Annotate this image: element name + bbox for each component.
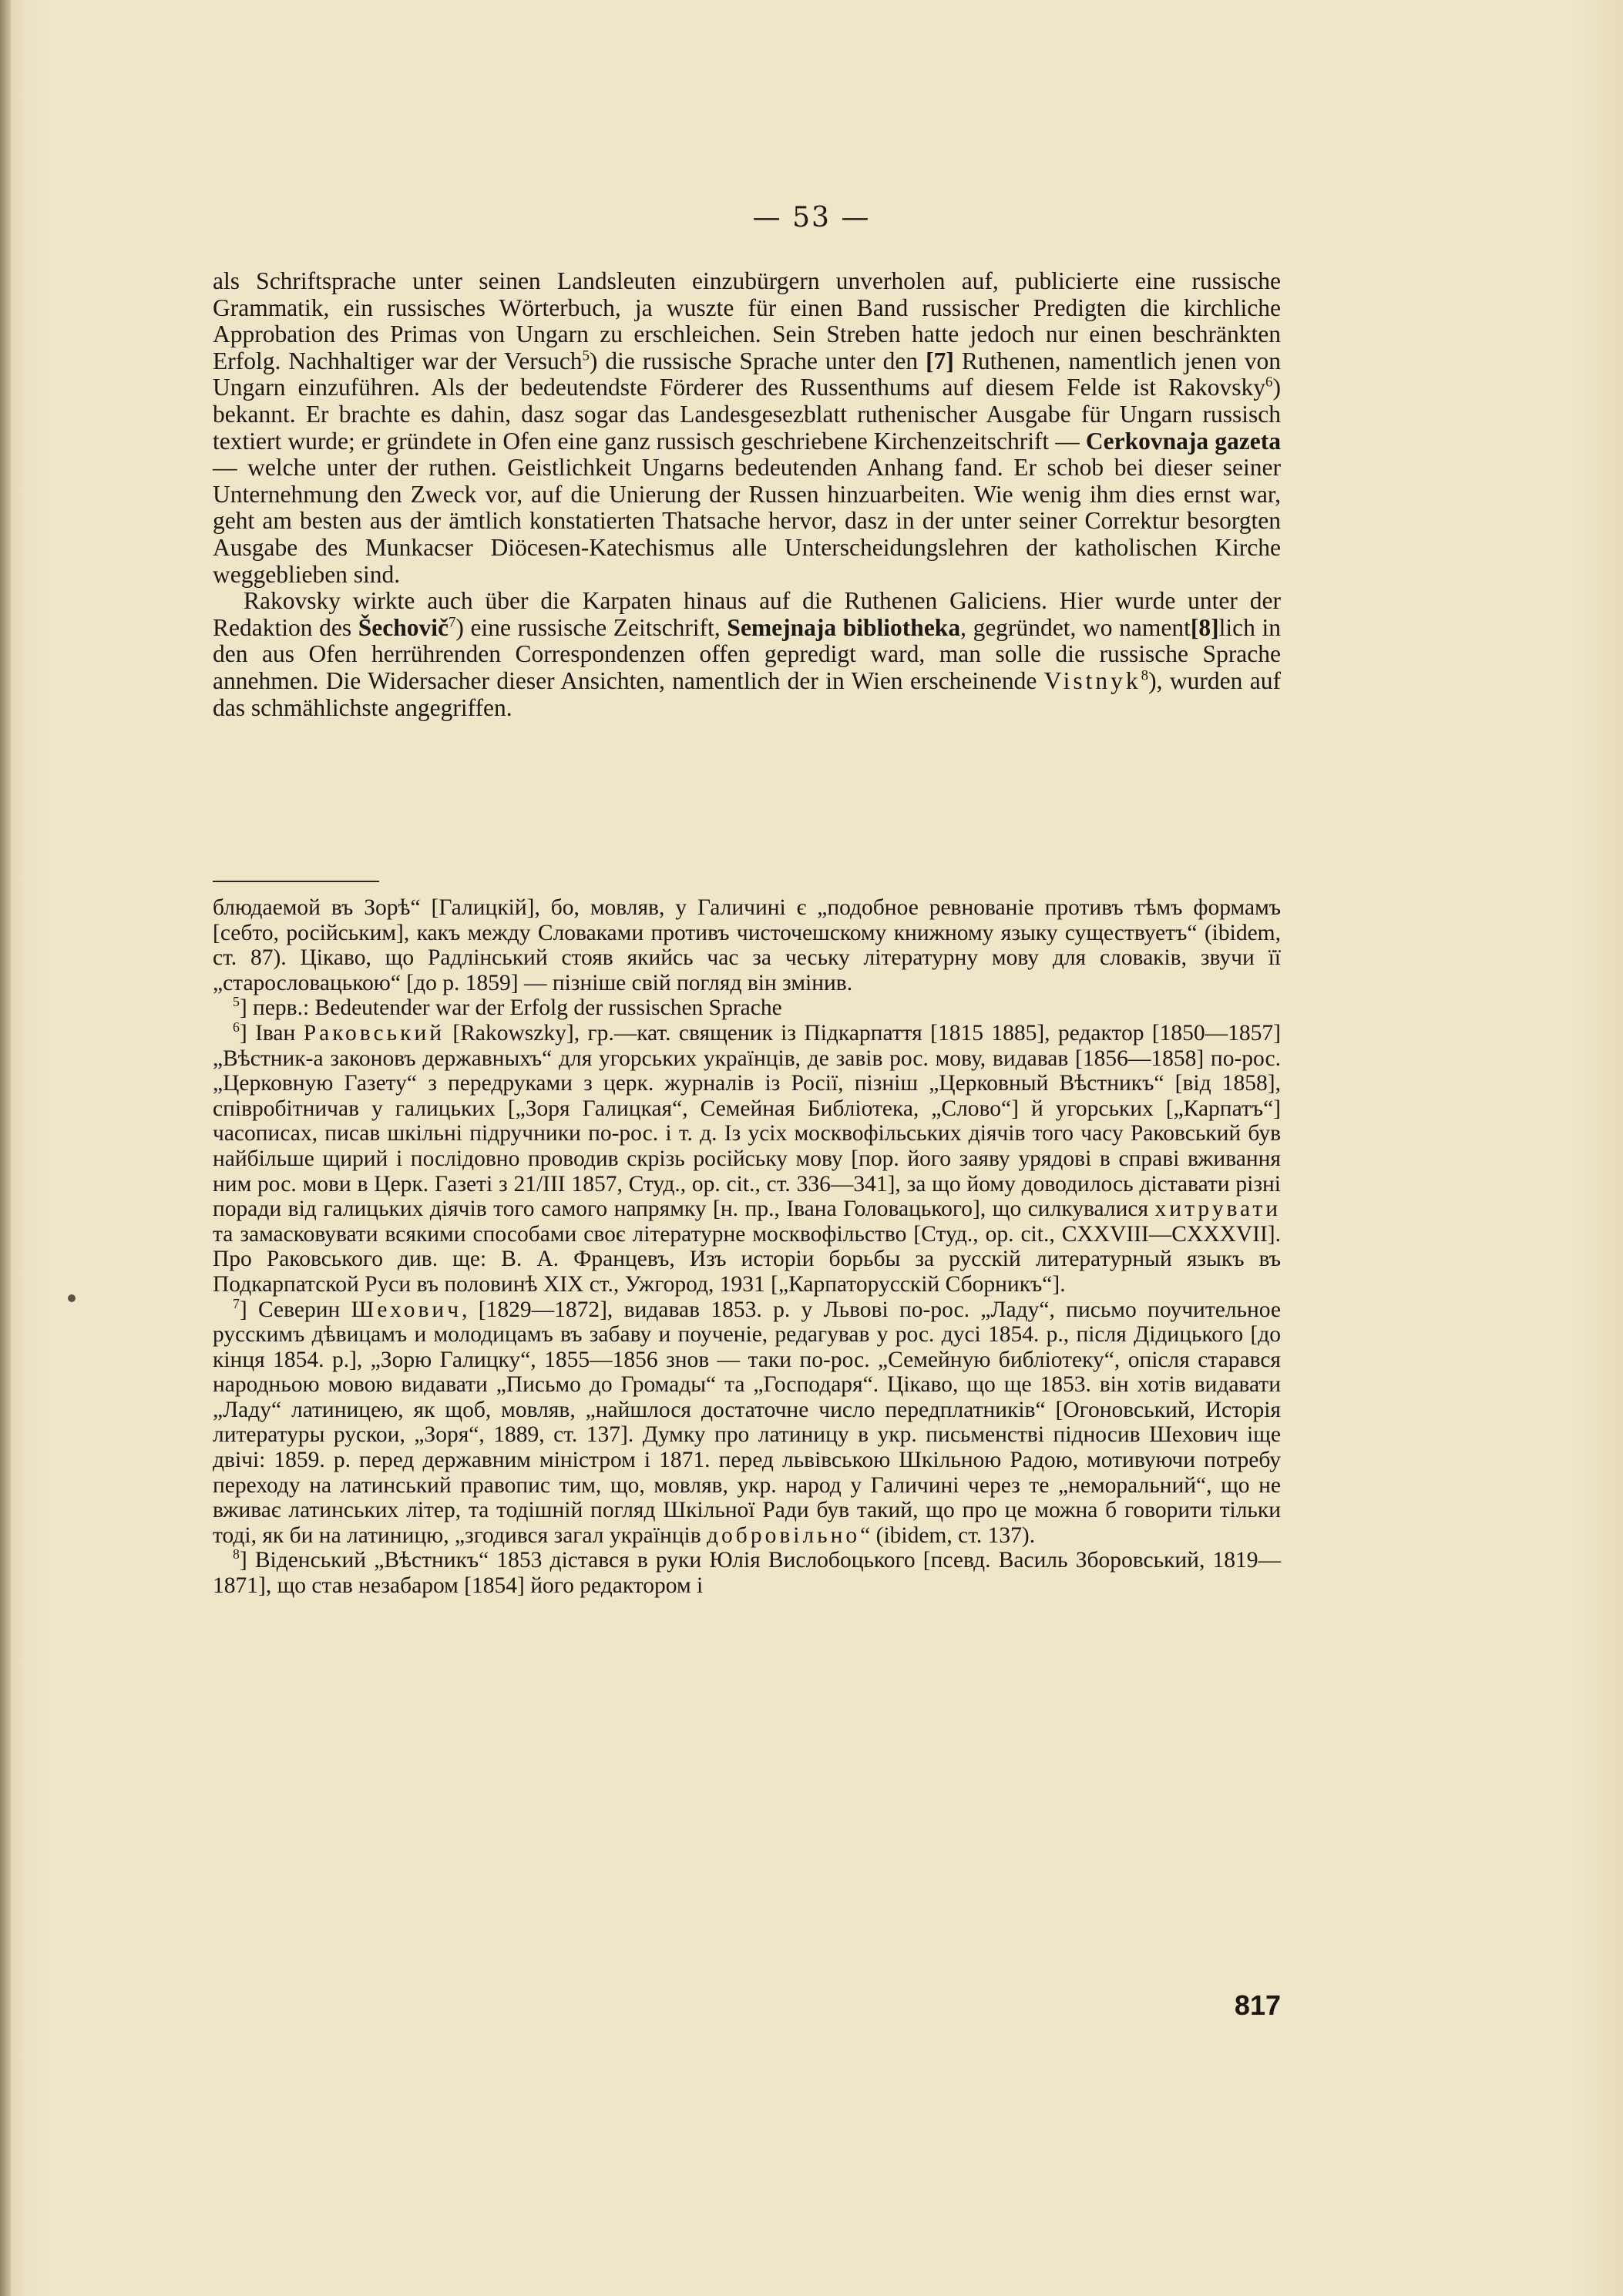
- footnote-mark: 5: [233, 994, 240, 1010]
- footnote-text: та замасковувати всякими способами своє літературне москвофільство [Студ., op. cit., CXXVIII—CXXXVII]. Про Раковського див. ще: В. А. Францевъ, Изъ исторіи борьбы за русскій литературный языкъ въ Подкарпатской Руси въ половинѣ XIX ст., Ужгород, 1931 [„Карпаторусскій Сборникъ“].: [213, 1221, 1281, 1297]
- scan-speck: [68, 1294, 76, 1302]
- footnote-text: ] перв.: Bedeutender war der Erfolg der russischen Sprache: [239, 995, 782, 1021]
- journal-title: Cerkovnaja gazeta: [1085, 427, 1281, 455]
- journal-title-spaced: Vistnyk: [1043, 666, 1141, 694]
- footnote-separator: [213, 881, 379, 882]
- text-run: ) eine russische Zeitschrift,: [455, 613, 727, 641]
- footnote-mark: 6: [233, 1019, 240, 1036]
- footnote-mark: 8: [233, 1546, 240, 1563]
- emphasis-spaced: добровільно: [707, 1522, 861, 1548]
- person-name-spaced: Раковський: [303, 1020, 445, 1046]
- page-number-top: — 53 —: [752, 202, 871, 233]
- footnote-8: [213, 1548, 1281, 1598]
- footnote-text: ] Віденський „Вѣстникъ“ 1853 дістався в руки Юлія Вислобоцького [псевд. Василь Зборовський, 1819—1871], що став незабаром [1854] його редактором і: [213, 1548, 1281, 1599]
- footnote-text: , [1829—1872], видавав 1853. р. у Львові по-рос. „Ладу“, письмо поучительное русскимъ дѣвицамъ и молодицамъ въ забаву и поученіе, редагував у рос. дусі 1854. р., після Дідицького [до кінця 1854. р.], „Зорю Галицку“, 1855—1856 знов — таки по-рос. „Семейную библіотеку“, опісля старався народньою мовою видавати „Письмо до Громады“ та „Господаря“. Цікаво, що ще 1853. він хотів видавати „Ладу“ латиницею, як щоб, мовляв, „найшлося достаточне число передплатників“ [Огоновський, Исторія литературы рускои, „Зоря“, 1889, ст. 137]. Думку про латиницу в укр. письменстві підносив Шехович іще двічі: 1859. р. перед державним міністром і 1871. перед львівською Шкільною Радою, мотивуючи потребу переходу на латинський правопис тим, що, мовляв, укр. народ у Галичині через те „неморальний“, що не вживає латинських літер, та тодішній погляд Шкільної Ради був такий, що про це можна б говорити тільки тоді, як би на латиницю, „згодився загал українців: [213, 1297, 1281, 1548]
- page-marker: [8]: [1190, 613, 1219, 641]
- footnote-mark: 7: [233, 1295, 240, 1311]
- editor-name: Šechovič: [358, 613, 449, 641]
- text-run: ) die russische Sprache unter den: [589, 347, 926, 374]
- footnote-ref: 8: [1141, 667, 1149, 684]
- footnote-ref: 7: [448, 614, 456, 631]
- footnote-ref: 5: [582, 347, 590, 364]
- text-run: — welche unter der ruthen. Geistlichkeit Ungarns bedeutenden Anhang fand. Er schob bei dieser seiner Unternehmung den Zweck vor, auf die Unierung der Russen hinzuarbeiten. Wie wenig ihm dies ernst war, geht am besten aus der ämtlich konstatierten Thatsache hervor, dasz in der unter seiner Correktur besorgten Ausgabe des Munkacser Diöcesen-Katechismus alle Unterscheidungslehren der katholischen Kirche weggeblieben sind.: [213, 454, 1281, 588]
- text-run: Ruthenen, namentlich jenen von Ungarn einzuführen. Als der bedeutendste Förderer des Russenthums auf diesem Felde ist Rakovsky: [213, 347, 1281, 401]
- text-run: Rakovsky wirkte auch über die Karpaten hinaus auf die Ruthenen Galiciens. Hier wurde unter der Redaktion des: [213, 587, 1281, 641]
- footnotes: [213, 895, 1281, 1599]
- main-text: [213, 268, 1281, 721]
- text-run: lich in den aus Ofen herrührenden Correspondenzen offen gepredigt ward, man solle die russische Sprache annehmen. Die Widersacher dieser Ansichten, namentlich der in Wien erscheinende: [213, 613, 1281, 694]
- journal-title: Semejnaja bibliotheka: [727, 613, 961, 641]
- main-paragraph-2: [213, 588, 1281, 721]
- page-number-bottom: 817: [1234, 1989, 1281, 2021]
- footnote-5: [213, 995, 1281, 1021]
- footnote-text: ] Северин: [239, 1297, 351, 1322]
- footnote-ref: 6: [1265, 374, 1273, 391]
- footnote-text: [Rakowszky], гр.—кат. священик із Підкарпаття [1815 1885], редактор [1850—1857] „Вѣстник-а законовъ державныхъ“ для угорських українців, де завів рос. мову, видавав [1856—1858] по-рос. „Церковную Газету“ з передруками з церк. журналів із Росії, пізніш „Церковный Вѣстникъ“ [від 1858], співробітничав у галицьких [„Зоря Галицкая“, Семейная Библіотека, „Слово“] й угорських [„Карпатъ“] часописах, писав шкільні підручники по-рос. і т. д. Із усіх москвофільських діячів того часу Раковський був найбільше щирий і послідовно проводив скрізь російську мову [пор. його заяву урядові в справі вживання ним рос. мови в Церк. Газеті з 21/ІІІ 1857, Студ., op. cit., ст. 336—341], за що йому доводилось діставати різні поради від галицьких діячів того самого напрямку [н. пр., Івана Головацького], що силкувалися: [213, 1020, 1282, 1222]
- emphasis-spaced: хитрувати: [1154, 1197, 1281, 1222]
- footnote-text: ] Іван: [239, 1020, 304, 1046]
- page-marker: [7]: [926, 347, 954, 374]
- footnote-6: [213, 1021, 1281, 1297]
- main-paragraph-1: [213, 268, 1281, 588]
- footnote-continuation: блюдаемой въ Зорѣ“ [Галицкій], бо, мовляв, у Галичині є „подобное ревнованіе противъ тѣмъ формамъ [себто, російським], какъ между Словаками противъ чисточешскому книжному языку существуетъ“ (ibidem, ст. 87). Цікаво, що Радлінський стояв якийсь час за чеську літературну мову для словаків, звучи її „старословацькою“ [до р. 1859] — пізніше свій погляд він змінив.: [213, 895, 1281, 995]
- footnote-text: “ (ibidem, ст. 137).: [860, 1522, 1036, 1548]
- text-run: ) bekannt. Er brachte es dahin, dasz sogar das Landesgesezblatt ruthenischer Ausgabe für Ungarn russisch textiert wurde; er gründete in Ofen eine ganz russisch geschriebene Kirchenzeitschrift —: [213, 374, 1281, 455]
- text-run: , gegründet, wo nament: [960, 613, 1191, 641]
- text-run: als Schriftsprache unter seinen Landsleuten einzubürgern unverholen auf, publicierte eine russische Grammatik, ein russisches Wörterbuch, ja wuszte für einen Band russischer Predigten die kirchliche Approbation des Primas von Ungarn zu erschleichen. Sein Streben hatte jedoch nur einen beschränkten Erfolg. Nachhaltiger war der Versuch: [213, 267, 1281, 374]
- person-name-spaced: Шехович: [351, 1297, 462, 1322]
- text-run: ), wurden auf das schmählichste angegriffen.: [213, 666, 1281, 721]
- page-binding-edge: [0, 0, 11, 2296]
- footnote-7: [213, 1297, 1281, 1549]
